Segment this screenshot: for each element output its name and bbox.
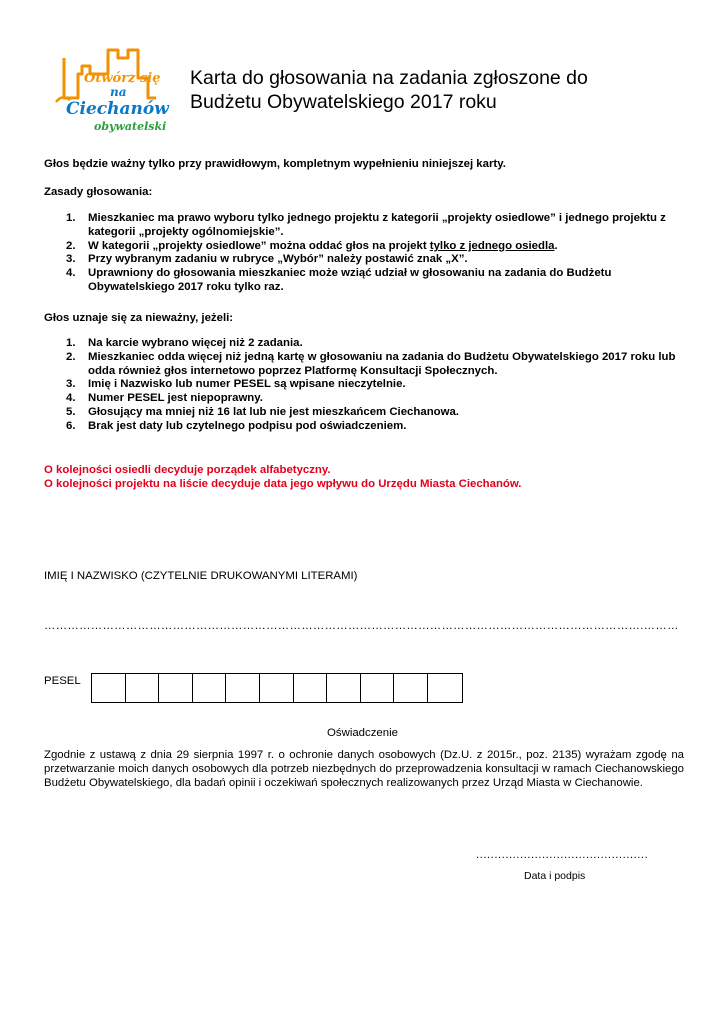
- name-field-input[interactable]: ……………………………………………………………………………………………………………………………………….………: [44, 620, 679, 632]
- signature-label: Data i podpis: [524, 870, 586, 882]
- pesel-digit-box[interactable]: [193, 674, 227, 702]
- rules-list: [44, 212, 684, 295]
- pesel-digit-box[interactable]: [294, 674, 328, 702]
- name-field-label: IMIĘ I NAZWISKO (CZYTELNIE DRUKOWANYMI LITERAMI): [44, 570, 358, 582]
- rules-heading: Zasady głosowania:: [44, 186, 153, 198]
- intro-text: Głos będzie ważny tylko przy prawidłowym, kompletnym wypełnieniu niniejszej karty.: [44, 158, 506, 170]
- pesel-digit-box[interactable]: [159, 674, 193, 702]
- logo-text-1: Otwórz się: [84, 71, 161, 86]
- logo-text-2: na: [110, 85, 127, 99]
- list-item: 1. Na karcie wybrano więcej niż 2 zadania.: [66, 337, 303, 349]
- note-line-2: O kolejności projektu na liście decyduje data jego wpływu do Urzędu Miasta Ciechanów.: [44, 478, 522, 490]
- declaration-title: Oświadczenie: [327, 727, 398, 739]
- pesel-input[interactable]: [91, 673, 463, 703]
- pesel-digit-box[interactable]: [394, 674, 428, 702]
- ciechanow-logo: [52, 44, 172, 136]
- title-line-2: Budżetu Obywatelskiego 2017 roku: [190, 91, 497, 113]
- list-item: 2. W kategorii „projekty osiedlowe” można oddać głos na projekt tylko z jednego osiedla.: [66, 239, 558, 252]
- invalid-heading: Głos uznaje się za nieważny, jeżeli:: [44, 312, 234, 324]
- pesel-digit-box[interactable]: [226, 674, 260, 702]
- invalid-list: [44, 337, 684, 434]
- pesel-digit-box[interactable]: [361, 674, 395, 702]
- list-item: 4. Uprawniony do głosowania mieszkaniec może wziąć udział w głosowaniu na zadania do Budżetu Obywatelskiego 2017 roku tylko raz.: [66, 267, 612, 293]
- logo-text-4: obywatelski: [94, 120, 167, 133]
- pesel-label: PESEL: [44, 675, 81, 687]
- pesel-digit-box[interactable]: [260, 674, 294, 702]
- pesel-digit-box[interactable]: [327, 674, 361, 702]
- list-item: 2. Mieszkaniec odda więcej niż jedną kartę w głosowaniu na zadania do Budżetu Obywatelskiego 2017 roku lub odda również głos internetowo poprzez Platformę Konsultacji Społecznych.: [66, 350, 676, 377]
- list-item: 4. Numer PESEL jest niepoprawny.: [66, 392, 263, 405]
- title-line-1: Karta do głosowania na zadania zgłoszone do: [190, 67, 588, 89]
- pesel-digit-box[interactable]: [92, 674, 126, 702]
- logo-text-3: Ciechanów: [66, 99, 169, 119]
- list-item: 3. Przy wybranym zadaniu w rubryce „Wybór” należy postawić znak „X”.: [66, 253, 468, 266]
- signature-field[interactable]: ...............................................: [476, 849, 649, 861]
- pesel-digit-box[interactable]: [428, 674, 462, 702]
- declaration-text: Zgodnie z ustawą z dnia 29 sierpnia 1997 r. o ochronie danych osobowych (Dz.U. z 2015r., poz. 2135) wyrażam zgodę na przetwarzanie moich danych osobowych dla potrzeb niezbędnych do przeprowadzenia konsultacji w ramach Ciechanowskiego Budżetu Obywatelskiego, dla badań opinii i oczekiwań społecznych realizowanych przez Urząd Miasta w Ciechanowie.: [44, 749, 684, 789]
- list-item: 1. Mieszkaniec ma prawo wyboru tylko jednego projektu z kategorii „projekty osiedlowe” i jednego projektu z kategorii „projekty ogólnomiejskie”.: [66, 212, 666, 238]
- pesel-digit-box[interactable]: [126, 674, 160, 702]
- list-item: 5. Głosujący ma mniej niż 16 lat lub nie jest mieszkańcem Ciechanowa.: [66, 405, 459, 418]
- page-title: [190, 66, 610, 114]
- list-item: 3. Imię i Nazwisko lub numer PESEL są wpisane nieczytelnie.: [66, 378, 406, 391]
- list-item: 6. Brak jest daty lub czytelnego podpisu pod oświadczeniem.: [66, 419, 407, 432]
- note-line-1: O kolejności osiedli decyduje porządek alfabetyczny.: [44, 464, 331, 476]
